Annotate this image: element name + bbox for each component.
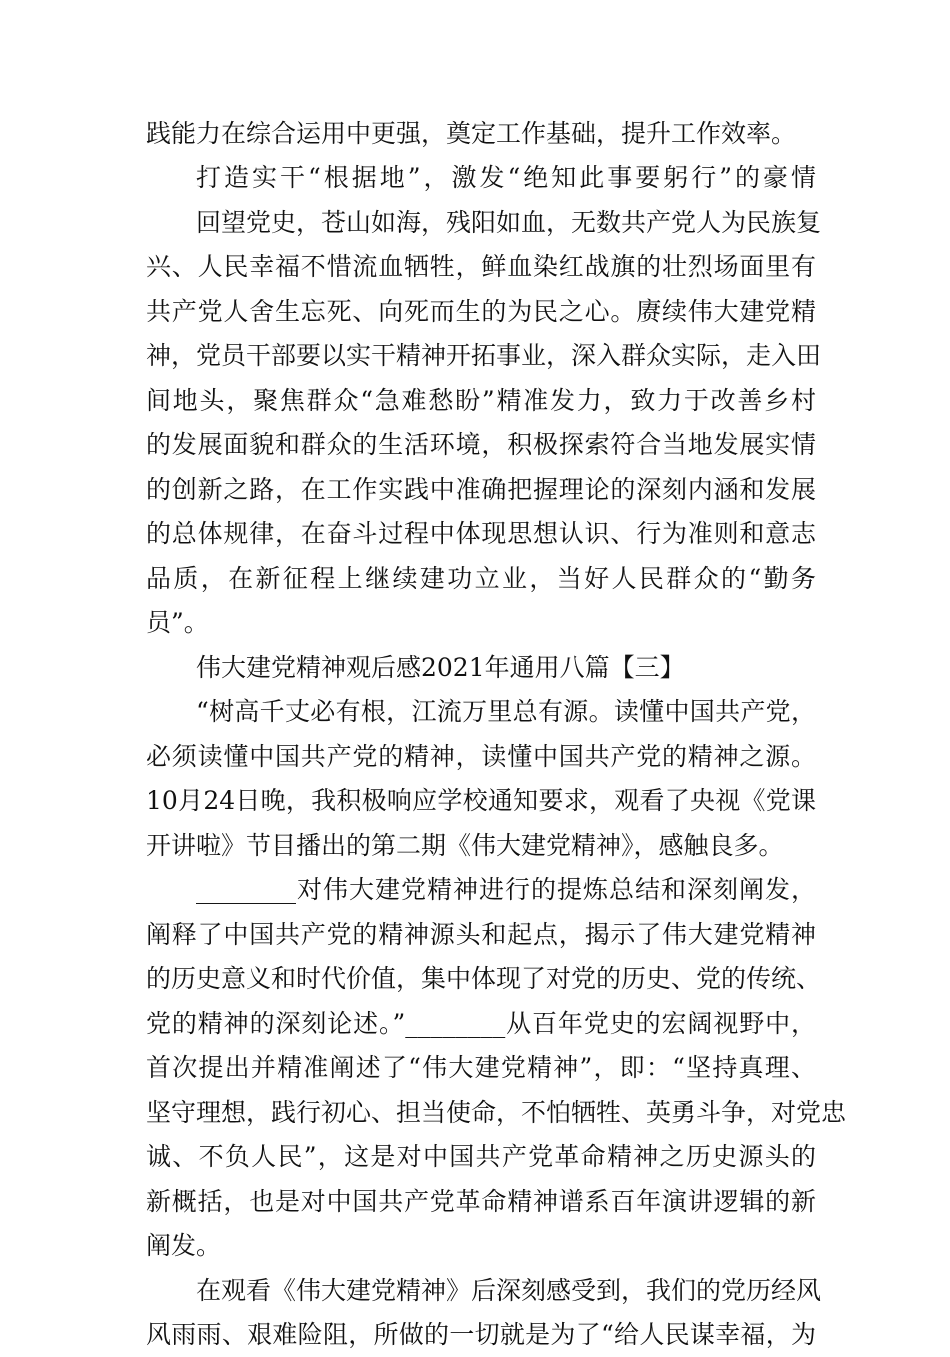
text-line-26: 阐发。 (146, 1231, 222, 1260)
text-line-18: ________对伟大建党精神进行的提炼总结和深刻阐发， (196, 875, 816, 904)
text-line-14: “树高千丈必有根，江流万里总有源。读懂中国共产党， (196, 697, 816, 726)
text-line-11: 品质，在新征程上继续建功立业，当好人民群众的“勤务 (146, 564, 816, 593)
text-line-8: 的发展面貌和群众的生活环境，积极探索符合当地发展实情 (146, 430, 816, 459)
text-line-24: 诚、不负人民”，这是对中国共产党革命精神之历史源头的 (146, 1142, 816, 1171)
text-line-4: 兴、人民幸福不惜流血牺牲，鲜血染红战旗的壮烈场面里有 (146, 252, 816, 281)
text-line-27: 在观看《伟大建党精神》后深刻感受到，我们的党历经风 (196, 1276, 822, 1305)
text-line-5: 共产党人舍生忘死、向死而生的为民之心。赓续伟大建党精 (146, 297, 816, 326)
text-line-2: 打造实干“根据地”，激发“绝知此事要躬行”的豪情 (196, 163, 816, 192)
text-line-10: 的总体规律，在奋斗过程中体现思想认识、行为准则和意志 (146, 519, 816, 548)
text-line-25: 新概括，也是对中国共产党革命精神谱系百年演讲逻辑的新 (146, 1187, 816, 1216)
text-line-7: 间地头，聚焦群众“急难愁盼”精准发力，致力于改善乡村 (146, 386, 816, 415)
text-line-6: 神，党员干部要以实干精神开拓事业，深入群众实际，走入田 (146, 341, 822, 370)
text-line-23: 坚守理想，践行初心、担当使命，不怕牺牲、英勇斗争，对党忠 (146, 1098, 847, 1127)
text-line-28: 风雨雨、艰难险阻，所做的一切就是为了“给人民谋幸福，为 (146, 1320, 816, 1349)
text-line-21: 党的精神的深刻论述。”________从百年党史的宏阔视野中， (146, 1009, 816, 1038)
text-line-1: 践能力在综合运用中更强，奠定工作基础，提升工作效率。 (146, 119, 797, 148)
text-line-12: 员”。 (146, 608, 209, 637)
text-line-3: 回望党史，苍山如海，残阳如血，无数共产党人为民族复 (196, 208, 822, 237)
text-line-22: 首次提出并精准阐述了“伟大建党精神”，即：“坚持真理、 (146, 1053, 816, 1082)
text-line-9: 的创新之路，在工作实践中准确把握理论的深刻内涵和发展 (146, 475, 816, 504)
text-line-20: 的历史意义和时代价值，集中体现了对党的历史、党的传统、 (146, 964, 822, 993)
section-heading: 伟大建党精神观后感2021年通用八篇【三】 (196, 653, 685, 682)
text-line-16: 10月24日晚，我积极响应学校通知要求，观看了央视《党课 (146, 786, 816, 815)
text-line-17: 开讲啦》节目播出的第二期《伟大建党精神》，感触良多。 (146, 831, 784, 860)
text-line-19: 阐释了中国共产党的精神源头和起点，揭示了伟大建党精神 (146, 920, 816, 949)
text-line-15: 必须读懂中国共产党的精神，读懂中国共产党的精神之源。 (146, 742, 816, 771)
